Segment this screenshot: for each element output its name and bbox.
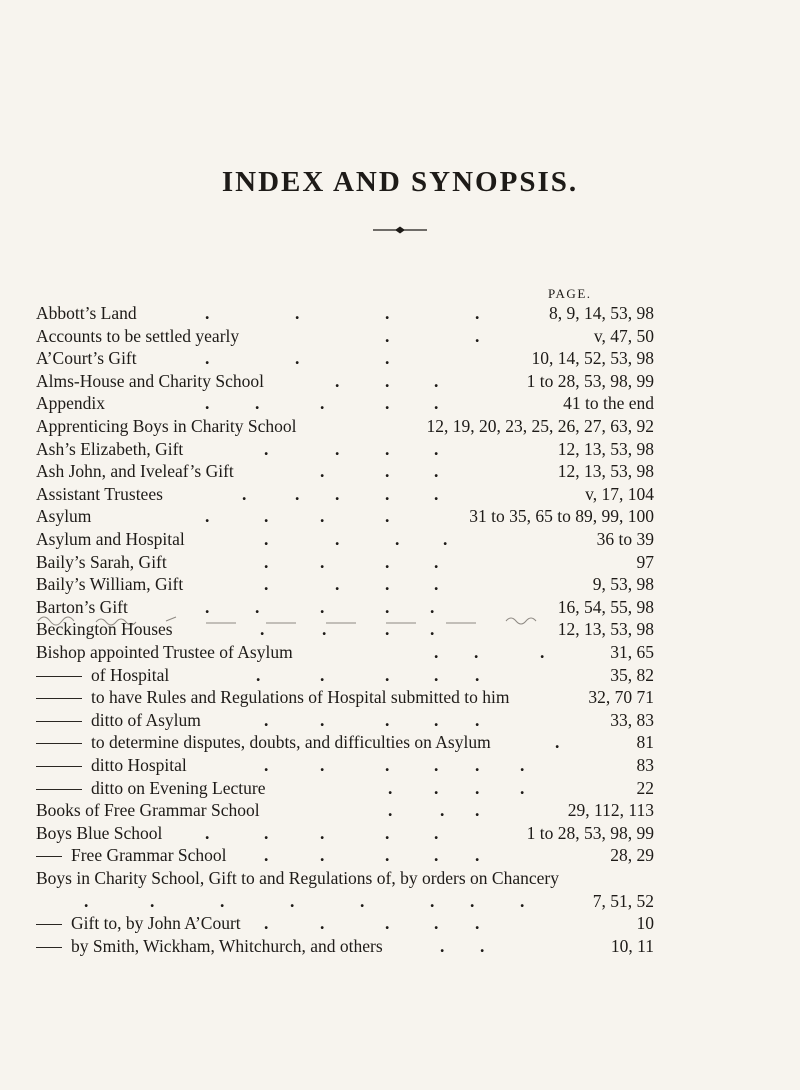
leader-dot-icon: . [320, 664, 325, 685]
leader-dot-icon: . [434, 664, 439, 685]
leader-dot-icon: . [475, 664, 480, 685]
entry-pages: v, 47, 50 [593, 325, 654, 346]
index-entry [0, 551, 800, 574]
index-entry [0, 686, 800, 709]
entry-label-text: A’Court’s Gift [36, 348, 137, 369]
leader-dot-icon: . [205, 506, 210, 527]
entry-pages: v, 17, 104 [585, 483, 654, 504]
entry-label [36, 505, 91, 528]
leader-dot-icon: . [434, 551, 439, 572]
leader-dot-icon: . [320, 551, 325, 572]
leader-dot-icon: . [434, 483, 439, 504]
entry-label-text: Abbott’s Land [36, 303, 137, 323]
leader-dot-icon: . [255, 596, 260, 617]
leader-dot-icon: . [434, 822, 439, 843]
leader-dot-icon: . [475, 913, 480, 934]
index-entry [0, 799, 800, 822]
leader-dot-icon: . [385, 574, 390, 595]
ditto-dash-icon [36, 856, 62, 857]
entry-pages: 41 to the end [563, 393, 654, 414]
entry-pages: 8, 9, 14, 53, 98 [549, 303, 654, 323]
leader-dot-icon: . [205, 303, 210, 323]
entry-label [36, 325, 239, 348]
ornament-rule-icon [373, 226, 427, 234]
leader-dot-icon: . [295, 348, 300, 369]
entry-label [36, 573, 183, 596]
leader-dot-icon: . [385, 461, 390, 482]
entry-label [36, 370, 264, 393]
leader-dot-icon: . [475, 845, 480, 866]
leader-dot-icon: . [205, 822, 210, 843]
leader-dot-icon: . [434, 845, 439, 866]
entry-label [36, 709, 201, 732]
leader-dot-icon: . [150, 890, 155, 911]
leader-dot-icon: . [256, 664, 261, 685]
entry-pages: 29, 112, 113 [567, 800, 654, 821]
leader-dot-icon: . [480, 935, 485, 956]
leader-dot-icon: . [322, 619, 327, 640]
leader-dot-icon: . [320, 596, 325, 617]
ditto-dash-icon [36, 766, 82, 767]
entry-label [36, 347, 137, 370]
leader-dot-icon: . [385, 325, 390, 346]
entry-label-text: Ash John, and Iveleaf’s Gift [36, 461, 234, 482]
leader-dot-icon: . [264, 506, 269, 527]
leader-dot-icon: . [385, 913, 390, 934]
leader-dot-icon: . [320, 913, 325, 934]
ditto-dash-icon [36, 789, 82, 790]
index-entry [0, 460, 800, 483]
entry-pages: 32, 70 71 [588, 687, 654, 708]
ditto-dash-icon [36, 698, 82, 699]
entry-pages: 81 [636, 732, 654, 753]
leader-dot-icon: . [205, 393, 210, 414]
ditto-dash-icon [36, 721, 82, 722]
entry-pages: 31, 65 [610, 642, 654, 662]
leader-dot-icon: . [434, 574, 439, 595]
entry-label [36, 302, 137, 325]
leader-dot-icon: . [434, 913, 439, 934]
entry-label-text: of Hospital [91, 664, 170, 685]
entry-label [36, 754, 187, 777]
entry-pages: 35, 82 [610, 664, 654, 685]
index-entry [0, 415, 800, 438]
leader-dot-icon: . [470, 890, 475, 911]
leader-dot-icon: . [555, 732, 560, 753]
leader-dot-icon: . [385, 551, 390, 572]
entry-label [36, 867, 559, 890]
entry-label [36, 822, 162, 845]
leader-dot-icon: . [385, 506, 390, 527]
leader-dot-icon: . [434, 393, 439, 414]
index-entry [0, 844, 800, 867]
ditto-dash-icon [36, 947, 62, 948]
entry-label-text: Baily’s Sarah, Gift [36, 551, 167, 572]
leader-dot-icon: . [388, 800, 393, 821]
entry-label-text: Accounts to be settled yearly [36, 325, 240, 346]
entry-label [36, 686, 510, 709]
leader-dot-icon: . [84, 890, 89, 911]
leader-dot-icon: . [205, 596, 210, 617]
index-entry [0, 392, 800, 415]
entry-pages: 10, 14, 52, 53, 98 [531, 348, 654, 369]
leader-dot-icon: . [385, 619, 390, 640]
leader-dot-icon: . [335, 370, 340, 391]
leader-dot-icon: . [430, 619, 435, 640]
entry-label [36, 844, 227, 867]
leader-dot-icon: . [475, 777, 480, 798]
entry-pages: 12, 19, 20, 23, 25, 26, 27, 63, 92 [426, 416, 654, 436]
leader-dot-icon: . [388, 777, 393, 798]
leader-dot-icon: . [320, 461, 325, 482]
entry-label [36, 483, 163, 506]
entry-pages: 7, 51, 52 [592, 890, 654, 911]
index-entry [0, 370, 800, 393]
page-title: INDEX AND SYNOPSIS. [221, 166, 579, 198]
page-column-header: PAGE. [548, 286, 592, 301]
leader-dot-icon: . [475, 755, 480, 775]
leader-dot-icon: . [443, 529, 448, 549]
leader-dot-icon: . [434, 709, 439, 730]
entry-pages: 83 [636, 755, 654, 775]
leader-dot-icon: . [540, 642, 545, 662]
leader-dot-icon: . [320, 506, 325, 527]
index-entry [0, 822, 800, 845]
index-entry [0, 573, 800, 596]
entry-label-text: ditto on Evening Lecture [91, 777, 266, 798]
leader-dot-icon: . [260, 619, 265, 640]
entry-label [36, 799, 260, 822]
leader-dot-icon: . [385, 303, 390, 323]
entry-pages: 12, 13, 53, 98 [557, 619, 654, 640]
entry-pages: 31 to 35, 65 to 89, 99, 100 [469, 506, 654, 527]
entry-label [36, 460, 234, 483]
leader-dot-icon: . [520, 777, 525, 798]
entry-label-text: Asylum and Hospital [36, 529, 185, 549]
entry-pages: 36 to 39 [596, 529, 654, 549]
entry-label [36, 415, 297, 438]
entry-label [36, 392, 105, 415]
leader-dot-icon: . [385, 393, 390, 414]
entry-pages: 10 [636, 913, 654, 934]
leader-dot-icon: . [395, 529, 400, 549]
leader-dot-icon: . [385, 483, 390, 504]
ditto-dash-icon [36, 924, 62, 925]
leader-dot-icon: . [434, 755, 439, 775]
entry-label-text: Appendix [36, 393, 106, 414]
leader-dot-icon: . [264, 845, 269, 866]
index-entry [0, 347, 800, 370]
index-entry [0, 641, 800, 664]
index-entry [0, 867, 800, 890]
leader-dot-icon: . [440, 935, 445, 956]
entry-pages: 28, 29 [610, 845, 654, 866]
leader-dot-icon: . [255, 393, 260, 414]
entry-label-text: Baily’s William, Gift [36, 574, 184, 595]
leader-dot-icon: . [430, 596, 435, 617]
index-entry [0, 438, 800, 461]
entry-label-text: Apprenticing Boys in Charity School [36, 416, 297, 436]
leader-dot-icon: . [385, 370, 390, 391]
leader-dot-icon: . [242, 483, 247, 504]
entry-label-text: Books of Free Grammar School [36, 800, 260, 821]
entry-label-text: Ash’s Elizabeth, Gift [36, 438, 184, 459]
entry-label [36, 551, 167, 574]
leader-dot-icon: . [335, 483, 340, 504]
leader-dot-icon: . [264, 913, 269, 934]
leader-dot-icon: . [264, 438, 269, 459]
leader-dot-icon: . [205, 348, 210, 369]
leader-dot-icon: . [264, 574, 269, 595]
index-entry [0, 935, 800, 958]
entry-label [36, 935, 383, 958]
leader-dot-icon: . [295, 483, 300, 504]
leader-dot-icon: . [440, 800, 445, 821]
entry-label-text: Boys in Charity School, Gift to and Regulations of, by orders on Chancery [36, 868, 559, 888]
entry-label-text: Free Grammar School [71, 845, 227, 866]
entry-label-text: Bishop appointed Trustee of Asylum [36, 642, 293, 662]
leader-dot-icon: . [520, 755, 525, 775]
leader-dot-icon: . [264, 709, 269, 730]
leader-dot-icon: . [520, 890, 525, 911]
index-entry [0, 754, 800, 777]
entry-pages: 16, 54, 55, 98 [557, 596, 654, 617]
leader-dot-icon: . [360, 890, 365, 911]
leader-dot-icon: . [434, 777, 439, 798]
entry-pages: 97 [636, 551, 654, 572]
index-entry [0, 912, 800, 935]
leader-dot-icon: . [220, 890, 225, 911]
entry-label-text: Asylum [36, 506, 92, 527]
entry-label-text: ditto of Asylum [91, 709, 201, 730]
ditto-dash-icon [36, 676, 82, 677]
leader-dot-icon: . [320, 393, 325, 414]
leader-dot-icon: . [385, 709, 390, 730]
index-entry [0, 302, 800, 325]
leader-dot-icon: . [474, 642, 479, 662]
leader-dot-icon: . [264, 551, 269, 572]
entry-label [36, 777, 265, 800]
entry-pages: 22 [636, 777, 654, 798]
entry-pages: 1 to 28, 53, 98, 99 [526, 370, 654, 391]
entry-label-text: Boys Blue School [36, 822, 163, 843]
leader-dot-icon: . [475, 303, 480, 323]
leader-dot-icon: . [264, 822, 269, 843]
leader-dot-icon: . [434, 461, 439, 482]
index-entry [0, 890, 800, 913]
entry-pages: 10, 11 [610, 935, 654, 956]
entry-label-text: to determine disputes, doubts, and difficulties on Asylum [91, 732, 491, 753]
entry-pages: 1 to 28, 53, 98, 99 [526, 822, 654, 843]
leader-dot-icon: . [335, 529, 340, 549]
index-entry [0, 777, 800, 800]
index-entry [0, 528, 800, 551]
entry-label-text: Gift to, by John A’Court [71, 913, 241, 934]
leader-dot-icon: . [335, 574, 340, 595]
entry-pages: 12, 13, 53, 98 [557, 438, 654, 459]
leader-dot-icon: . [385, 822, 390, 843]
entry-pages: 33, 83 [610, 709, 654, 730]
leader-dot-icon: . [320, 755, 325, 775]
leader-dot-icon: . [295, 303, 300, 323]
entry-label-text: Beckington Houses [36, 619, 173, 640]
ditto-dash-icon [36, 743, 82, 744]
leader-dot-icon: . [385, 845, 390, 866]
leader-dot-icon: . [264, 755, 269, 775]
leader-dot-icon: . [475, 709, 480, 730]
leader-dot-icon: . [335, 438, 340, 459]
index-entry [0, 505, 800, 528]
handwritten-annotation-icon [36, 613, 656, 627]
entry-label-text: to have Rules and Regulations of Hospital submitted to him [91, 687, 510, 708]
index-entry [0, 325, 800, 348]
entry-label [36, 438, 183, 461]
entry-label [36, 528, 185, 551]
entry-label-text: Alms-House and Charity School [36, 370, 264, 391]
leader-dot-icon: . [385, 438, 390, 459]
leader-dot-icon: . [475, 325, 480, 346]
entry-label-text: ditto Hospital [91, 755, 187, 775]
entry-label [36, 664, 169, 687]
entry-label [36, 731, 491, 754]
leader-dot-icon: . [434, 438, 439, 459]
leader-dot-icon: . [385, 596, 390, 617]
leader-dot-icon: . [475, 800, 480, 821]
index-entry [0, 664, 800, 687]
leader-dot-icon: . [434, 642, 439, 662]
entry-label [36, 641, 293, 664]
leader-dot-icon: . [320, 845, 325, 866]
leader-dot-icon: . [434, 370, 439, 391]
leader-dot-icon: . [290, 890, 295, 911]
entry-label-text: Assistant Trustees [36, 483, 163, 504]
leader-dot-icon: . [430, 890, 435, 911]
entry-pages: 12, 13, 53, 98 [557, 461, 654, 482]
entry-pages: 9, 53, 98 [592, 574, 654, 595]
entry-label-text: Barton’s Gift [36, 596, 128, 617]
leader-dot-icon: . [385, 664, 390, 685]
leader-dot-icon: . [385, 348, 390, 369]
index-entry [0, 709, 800, 732]
leader-dot-icon: . [264, 529, 269, 549]
entry-label [36, 912, 241, 935]
leader-dot-icon: . [320, 822, 325, 843]
index-entry [0, 483, 800, 506]
leader-dot-icon: . [320, 709, 325, 730]
entry-label-text: by Smith, Wickham, Whitchurch, and others [71, 935, 383, 956]
index-entry [0, 731, 800, 754]
leader-dot-icon: . [385, 755, 390, 775]
